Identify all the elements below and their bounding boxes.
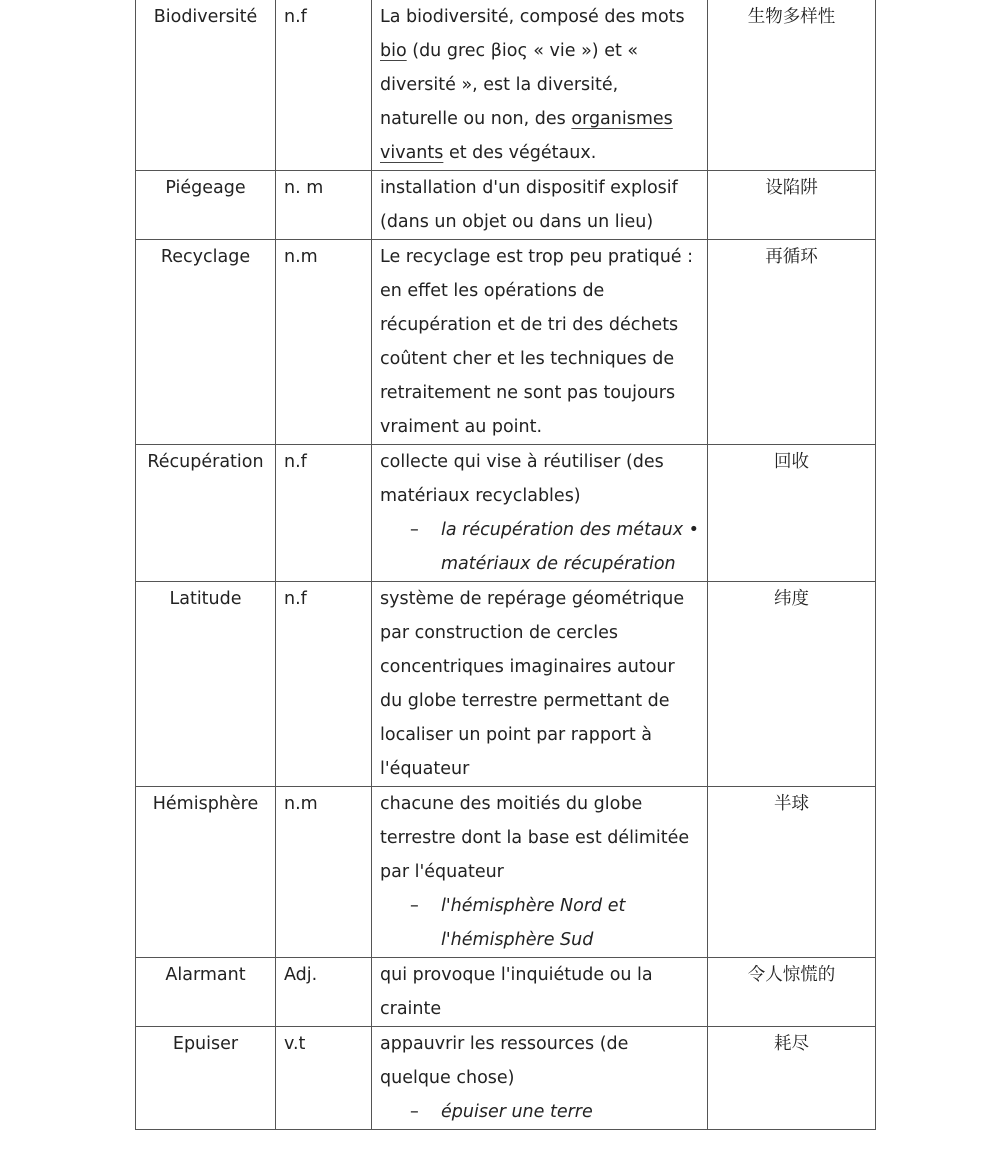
- definition-segment: système de repérage géométrique par construction de cercles concentriques imaginaires autour du globe terrestre permettant de localiser un point par rapport à l'équateur: [380, 589, 685, 779]
- example-text: épuiser une terre: [441, 1102, 593, 1122]
- chinese-translation-cell: 耗尽: [708, 1027, 876, 1130]
- definition-cell: [372, 445, 708, 582]
- vocabulary-row: [136, 1027, 876, 1130]
- definition-text: [380, 240, 699, 444]
- term-cell: Hémisphère: [136, 787, 276, 958]
- definition-cell: [372, 582, 708, 787]
- example-dash: –: [410, 520, 419, 540]
- definition-text: [380, 1027, 699, 1095]
- definition-text: [380, 958, 699, 1026]
- definition-segment: chacune des moitiés du globe terrestre dont la base est délimitée par l'équateur: [380, 794, 690, 882]
- vocabulary-row: [136, 958, 876, 1027]
- definition-segment: et des végétaux.: [443, 143, 597, 163]
- vocabulary-row: [136, 0, 876, 171]
- definition-text: [380, 171, 699, 239]
- definition-segment: qui provoque l'inquiétude ou la crainte: [380, 965, 653, 1019]
- definition-text: [380, 582, 699, 786]
- part-of-speech-cell: n.m: [276, 240, 372, 445]
- definition-cell: [372, 240, 708, 445]
- definition-segment: Le recyclage est trop peu pratiqué : en effet les opérations de récupération et de tri des déchets coûtent cher et les techniques de retraitement ne sont pas toujours vraiment au point.: [380, 247, 694, 437]
- definition-cell: [372, 1027, 708, 1130]
- example-dash: –: [410, 896, 419, 916]
- example-text: la récupération des métaux • matériaux de récupération: [441, 520, 699, 574]
- term-cell: Récupération: [136, 445, 276, 582]
- part-of-speech-cell: n.f: [276, 582, 372, 787]
- underlined-term: organismes vivants: [380, 109, 673, 163]
- vocabulary-table-body: [136, 0, 876, 1130]
- chinese-translation-cell: 半球: [708, 787, 876, 958]
- vocabulary-table: [135, 0, 876, 1130]
- definition-segment: (du grec βioς « vie ») et « diversité », est la diversité, naturelle ou non, des: [380, 41, 639, 129]
- definition-cell: [372, 787, 708, 958]
- chinese-translation-cell: 设陷阱: [708, 171, 876, 240]
- usage-example: [380, 1095, 699, 1129]
- vocabulary-row: [136, 240, 876, 445]
- vocabulary-row: [136, 787, 876, 958]
- usage-example: [380, 513, 699, 581]
- part-of-speech-cell: Adj.: [276, 958, 372, 1027]
- chinese-translation-cell: 令人惊慌的: [708, 958, 876, 1027]
- definition-segment: La biodiversité, composé des mots: [380, 7, 685, 27]
- definition-text: [380, 445, 699, 513]
- part-of-speech-cell: n.f: [276, 445, 372, 582]
- definition-cell: [372, 958, 708, 1027]
- definition-cell: [372, 171, 708, 240]
- part-of-speech-cell: n.m: [276, 787, 372, 958]
- term-cell: Recyclage: [136, 240, 276, 445]
- vocabulary-row: [136, 445, 876, 582]
- chinese-translation-cell: 纬度: [708, 582, 876, 787]
- underlined-term: bio: [380, 41, 407, 61]
- part-of-speech-cell: n. m: [276, 171, 372, 240]
- term-cell: Epuiser: [136, 1027, 276, 1130]
- definition-cell: [372, 0, 708, 171]
- example-text: l'hémisphère Nord et l'hémisphère Sud: [441, 896, 626, 950]
- definition-segment: appauvrir les ressources (de quelque chose): [380, 1034, 629, 1088]
- term-cell: Biodiversité: [136, 0, 276, 171]
- part-of-speech-cell: v.t: [276, 1027, 372, 1130]
- term-cell: Alarmant: [136, 958, 276, 1027]
- definition-text: [380, 0, 699, 170]
- term-cell: Piégeage: [136, 171, 276, 240]
- definition-segment: installation d'un dispositif explosif (dans un objet ou dans un lieu): [380, 178, 678, 232]
- vocabulary-row: [136, 582, 876, 787]
- chinese-translation-cell: 再循环: [708, 240, 876, 445]
- definition-text: [380, 787, 699, 889]
- vocabulary-row: [136, 171, 876, 240]
- definition-segment: collecte qui vise à réutiliser (des matériaux recyclables): [380, 452, 664, 506]
- term-cell: Latitude: [136, 582, 276, 787]
- chinese-translation-cell: 生物多样性: [708, 0, 876, 171]
- usage-example: [380, 889, 699, 957]
- example-dash: –: [410, 1102, 419, 1122]
- part-of-speech-cell: n.f: [276, 0, 372, 171]
- chinese-translation-cell: 回收: [708, 445, 876, 582]
